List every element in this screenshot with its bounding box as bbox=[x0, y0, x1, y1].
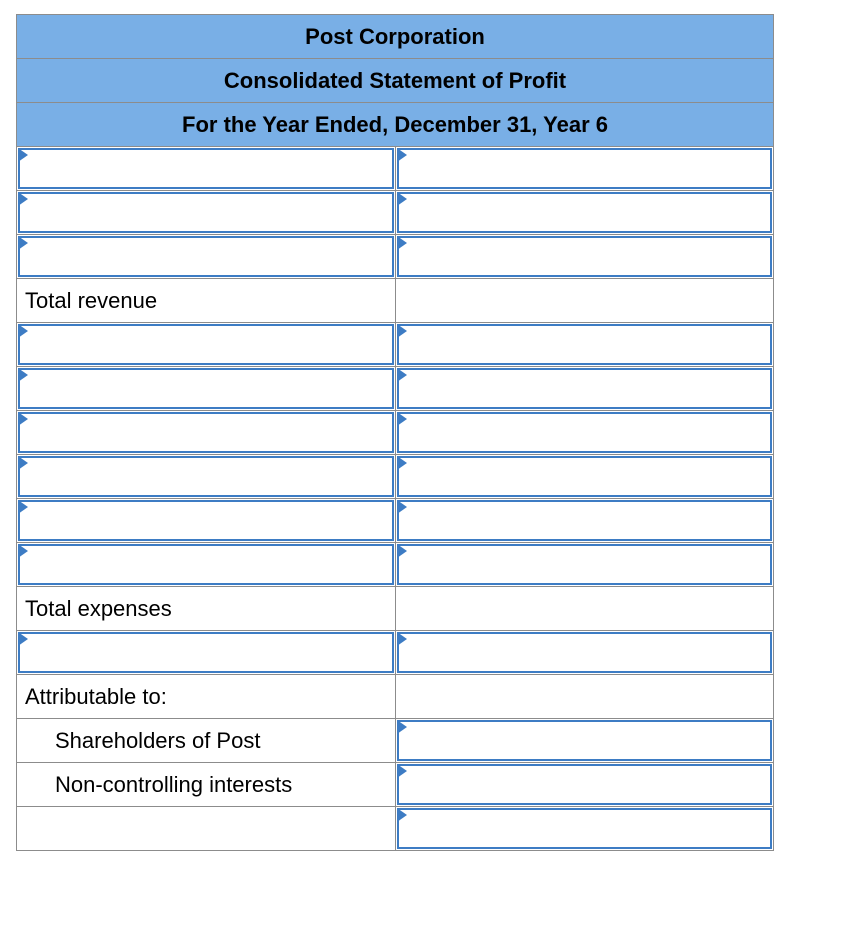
triangle-right-icon bbox=[397, 500, 407, 514]
nci-amount-input[interactable] bbox=[397, 764, 773, 805]
total-attributable-amount-input[interactable] bbox=[397, 808, 773, 849]
expense-account-dropdown[interactable] bbox=[18, 500, 394, 541]
nci-row bbox=[17, 763, 774, 807]
total-revenue-amount bbox=[395, 279, 774, 323]
statement-period: For the Year Ended, December 31, Year 6 bbox=[17, 103, 774, 147]
expense-amount-input[interactable] bbox=[397, 500, 773, 541]
expense-row bbox=[17, 323, 774, 367]
triangle-right-icon bbox=[397, 148, 407, 162]
income-statement-table bbox=[16, 14, 774, 851]
revenue-amount-input[interactable] bbox=[397, 192, 773, 233]
total-revenue-row bbox=[17, 279, 774, 323]
total-expenses-label: Total expenses bbox=[25, 595, 172, 621]
expense-amount-input[interactable] bbox=[397, 412, 773, 453]
profit-amount-input[interactable] bbox=[397, 632, 773, 673]
expense-amount-input[interactable] bbox=[397, 324, 773, 365]
attributable-to-label: Attributable to: bbox=[25, 683, 167, 709]
total-expenses-amount bbox=[395, 587, 774, 631]
expense-account-dropdown[interactable] bbox=[18, 456, 394, 497]
revenue-account-dropdown[interactable] bbox=[18, 192, 394, 233]
profit-row bbox=[17, 631, 774, 675]
expense-account-dropdown[interactable] bbox=[18, 412, 394, 453]
statement-title: Consolidated Statement of Profit bbox=[17, 59, 774, 103]
expense-account-dropdown[interactable] bbox=[18, 368, 394, 409]
header-row-period bbox=[17, 103, 774, 147]
header-row-statement bbox=[17, 59, 774, 103]
expense-row bbox=[17, 499, 774, 543]
expense-amount-input[interactable] bbox=[397, 544, 773, 585]
expense-row bbox=[17, 411, 774, 455]
revenue-row bbox=[17, 191, 774, 235]
triangle-right-icon bbox=[397, 456, 407, 470]
triangle-right-icon bbox=[397, 720, 407, 734]
total-attributable-label bbox=[17, 807, 396, 851]
triangle-right-icon bbox=[397, 544, 407, 558]
expense-row bbox=[17, 543, 774, 587]
triangle-right-icon bbox=[18, 192, 28, 206]
triangle-right-icon bbox=[18, 236, 28, 250]
triangle-right-icon bbox=[397, 368, 407, 382]
triangle-right-icon bbox=[18, 456, 28, 470]
expense-amount-input[interactable] bbox=[397, 456, 773, 497]
triangle-right-icon bbox=[397, 324, 407, 338]
shareholders-label: Shareholders of Post bbox=[55, 727, 261, 753]
total-revenue-label: Total revenue bbox=[25, 287, 158, 313]
triangle-right-icon bbox=[397, 808, 407, 822]
shareholders-amount-input[interactable] bbox=[397, 720, 773, 761]
expense-amount-input[interactable] bbox=[397, 368, 773, 409]
profit-label-dropdown[interactable] bbox=[18, 632, 394, 673]
revenue-account-dropdown[interactable] bbox=[18, 236, 394, 277]
triangle-right-icon bbox=[18, 412, 28, 426]
triangle-right-icon bbox=[18, 324, 28, 338]
triangle-right-icon bbox=[18, 148, 28, 162]
header-row-company bbox=[17, 15, 774, 59]
triangle-right-icon bbox=[397, 764, 407, 778]
revenue-row bbox=[17, 235, 774, 279]
revenue-account-dropdown[interactable] bbox=[18, 148, 394, 189]
triangle-right-icon bbox=[18, 632, 28, 646]
triangle-right-icon bbox=[397, 192, 407, 206]
triangle-right-icon bbox=[18, 544, 28, 558]
expense-row bbox=[17, 367, 774, 411]
total-expenses-row bbox=[17, 587, 774, 631]
revenue-amount-input[interactable] bbox=[397, 236, 773, 277]
expense-account-dropdown[interactable] bbox=[18, 324, 394, 365]
total-attributable-row bbox=[17, 807, 774, 851]
attributable-amount bbox=[395, 675, 774, 719]
revenue-amount-input[interactable] bbox=[397, 148, 773, 189]
triangle-right-icon bbox=[397, 412, 407, 426]
expense-account-dropdown[interactable] bbox=[18, 544, 394, 585]
triangle-right-icon bbox=[397, 236, 407, 250]
triangle-right-icon bbox=[397, 632, 407, 646]
nci-label: Non-controlling interests bbox=[55, 771, 293, 797]
shareholders-row bbox=[17, 719, 774, 763]
triangle-right-icon bbox=[18, 368, 28, 382]
expense-row bbox=[17, 455, 774, 499]
triangle-right-icon bbox=[18, 500, 28, 514]
revenue-row bbox=[17, 147, 774, 191]
company-name: Post Corporation bbox=[17, 15, 774, 59]
attributable-row bbox=[17, 675, 774, 719]
